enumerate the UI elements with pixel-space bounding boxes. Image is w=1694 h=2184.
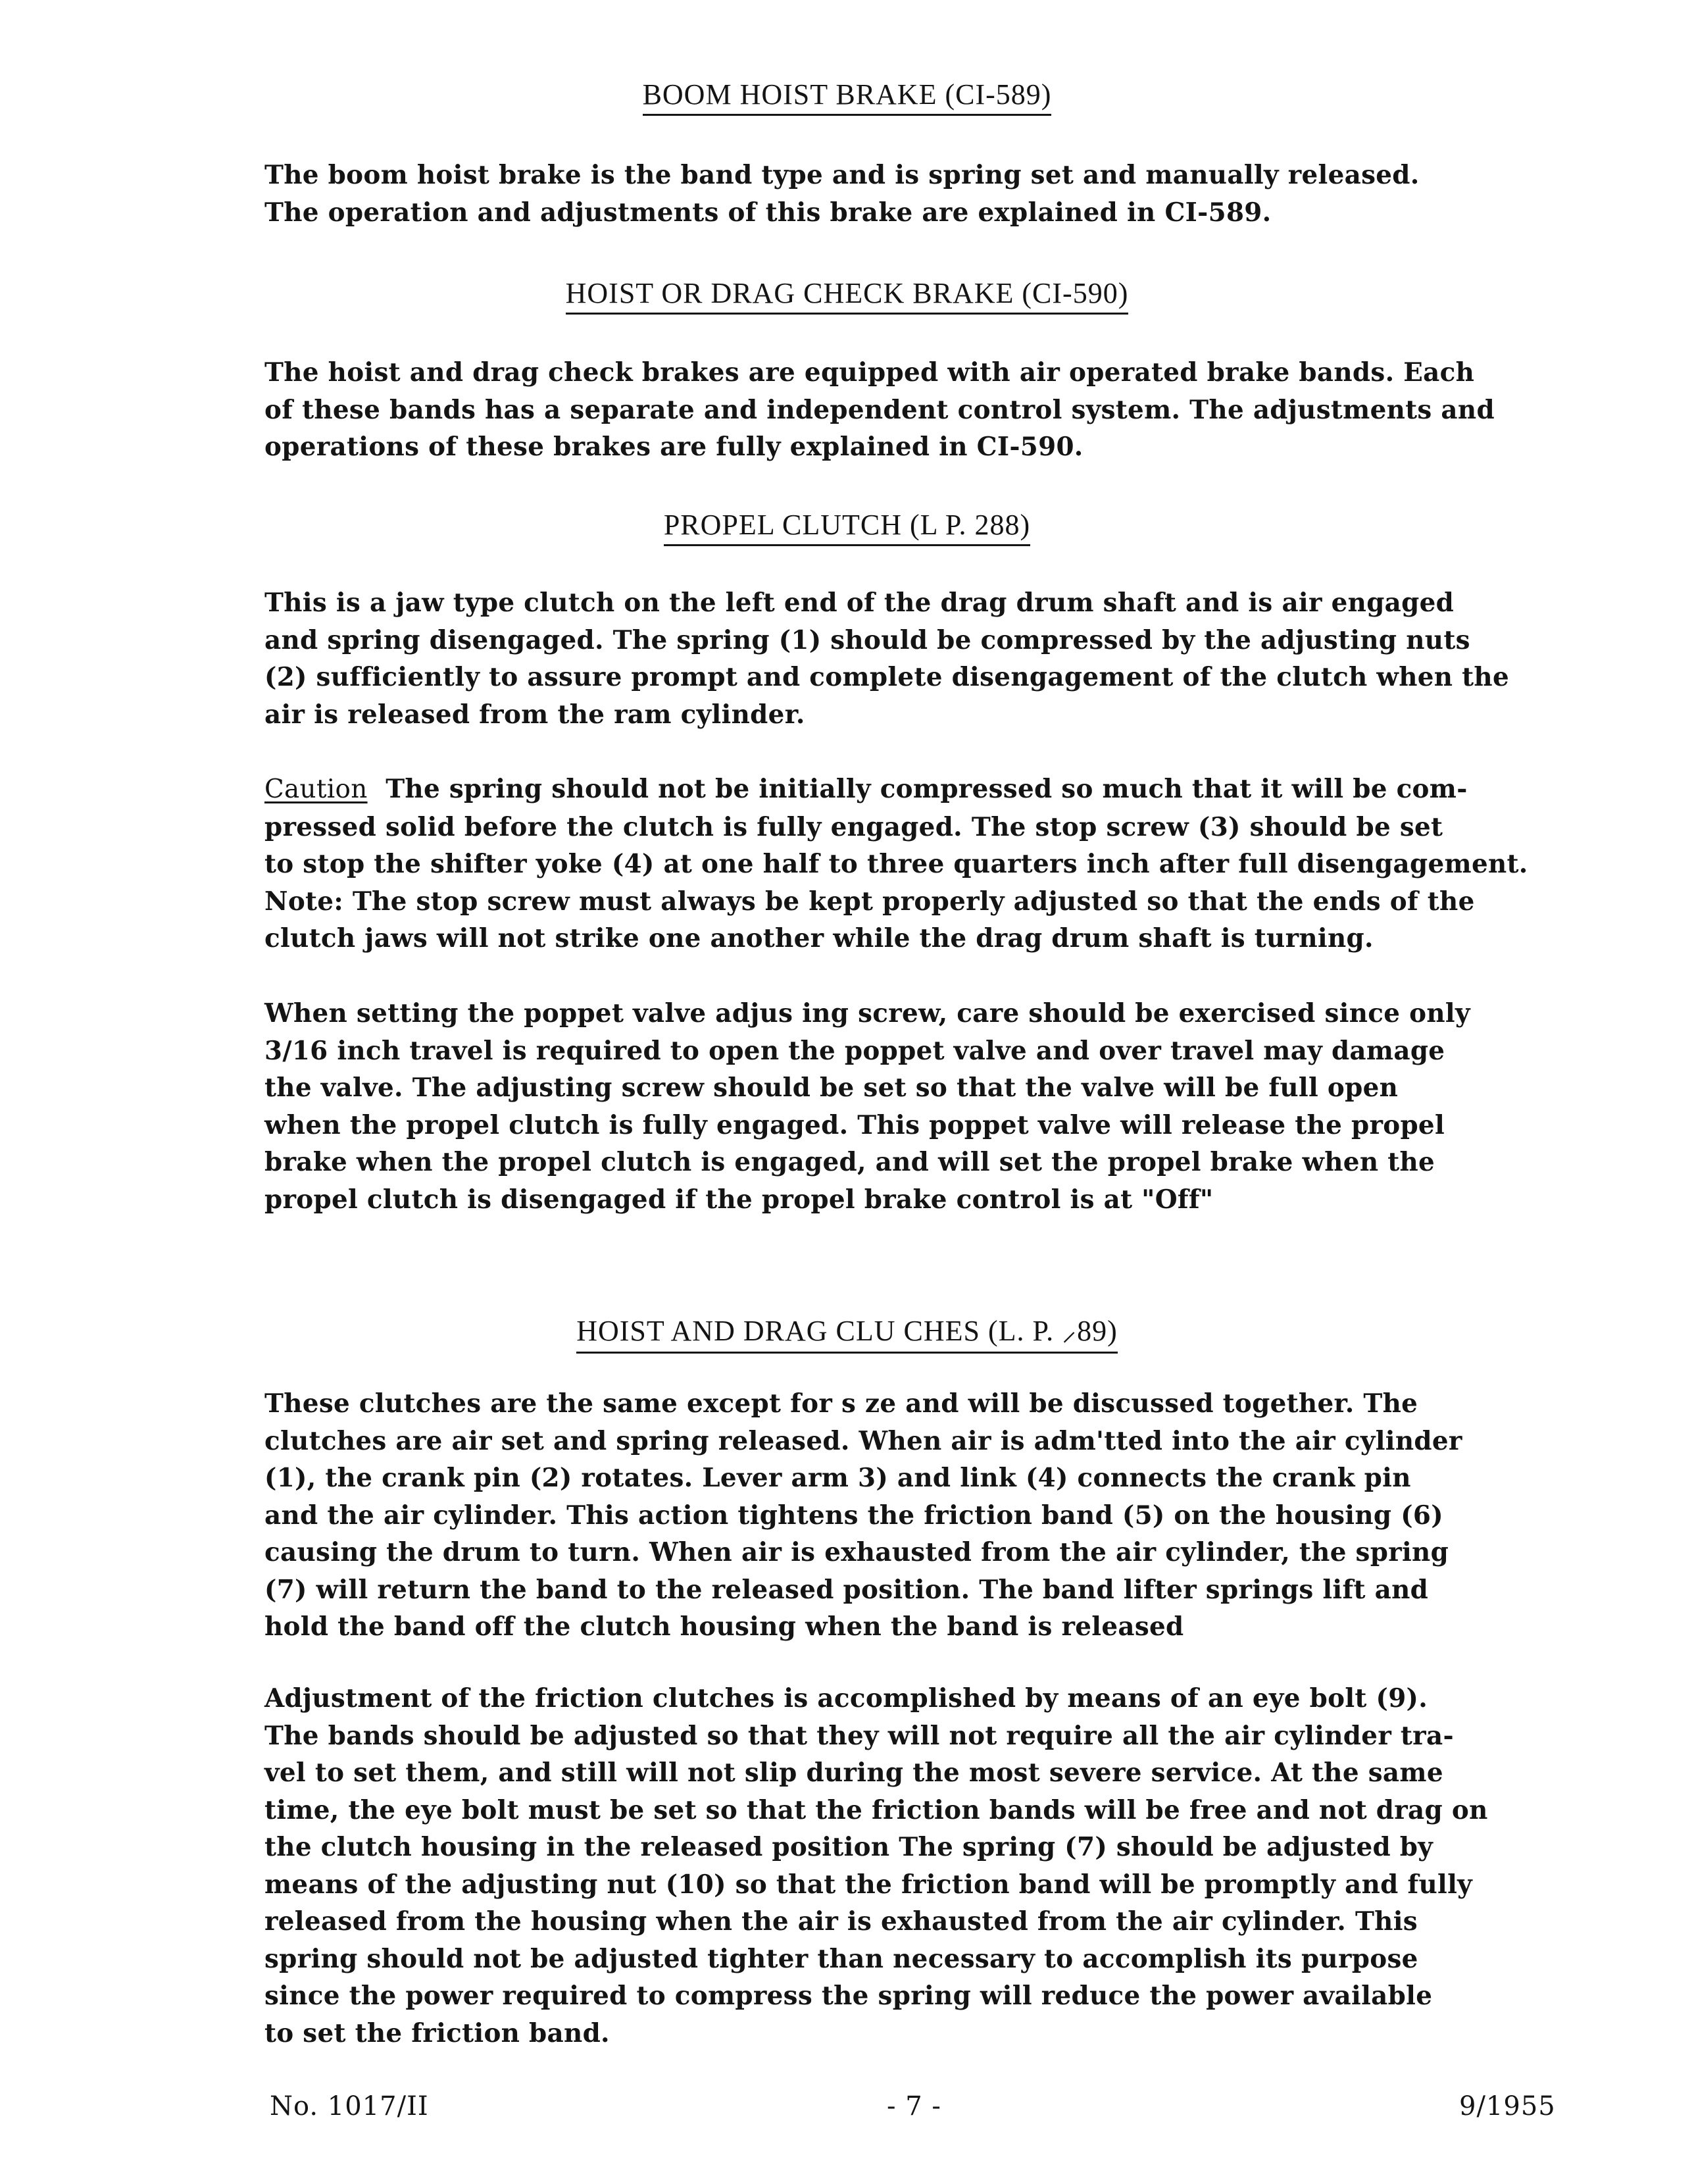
text-line: to stop the shifter yoke (4) at one half to three quarters inch after full disengagement. <box>264 849 1528 879</box>
text-line: brake when the propel clutch is engaged, and will set the propel brake when the <box>264 1147 1435 1177</box>
section-heading-propel-clutch: PROPEL CLUTCH (L P. 288) <box>0 508 1694 546</box>
caution-label: Caution <box>264 775 368 804</box>
text-line: Adjustment of the friction clutches is accomplished by means of an eye bolt (9). <box>264 1683 1428 1714</box>
text-line: (2) sufficiently to assure prompt and complete disengagement of the clutch when the <box>264 662 1510 692</box>
text-line: operations of these brakes are fully explained in CI-590. <box>264 432 1084 462</box>
text-line: 3/16 inch travel is required to open the poppet valve and over travel may damage <box>264 1035 1445 1066</box>
text-line: the clutch housing in the released position The spring (7) should be adjusted by <box>264 1832 1433 1862</box>
footer-date: 9/1955 <box>1459 2091 1556 2121</box>
section-heading-hoist-drag-check-brake: HOIST OR DRAG CHECK BRAKE (CI-590) <box>0 276 1694 315</box>
text-line: and spring disengaged. The spring (1) should be compressed by the adjusting nuts <box>264 624 1470 655</box>
text-line: The boom hoist brake is the band type and is spring set and manually released. <box>264 160 1420 190</box>
text-line: spring should not be adjusted tighter than necessary to accomplish its purpose <box>264 1943 1418 1974</box>
text-line: when the propel clutch is fully engaged. This poppet valve will release the propel <box>264 1109 1445 1140</box>
text-line: pressed solid before the clutch is fully engaged. The stop screw (3) should be set <box>264 811 1443 842</box>
text-line: since the power required to compress the spring will reduce the power available <box>264 1981 1433 2011</box>
text-line: released from the housing when the air is exhausted from the air cylinder. This <box>264 1906 1418 1937</box>
text-line: When setting the poppet valve adjus ing screw, care should be exercised since only <box>264 998 1470 1029</box>
paragraph-poppet-valve <box>264 995 1679 1218</box>
text-line: to set the friction band. <box>264 2018 610 2048</box>
text-line: clutch jaws will not strike one another while the drag drum shaft is turning. <box>264 923 1374 953</box>
text-line: time, the eye bolt must be set so that the friction bands will be free and not drag on <box>264 1794 1488 1825</box>
text-line: the valve. The adjusting screw should be set so that the valve will be full open <box>264 1073 1399 1103</box>
text-line: This is a jaw type clutch on the left end of the drag drum shaft and is air engaged <box>264 588 1455 618</box>
text-line: Note: The stop screw must always be kept properly adjusted so that the ends of the <box>264 886 1475 917</box>
paragraph-hoist-drag-check-brake <box>264 354 1679 466</box>
text-line: (1), the crank pin (2) rotates. Lever arm 3) and link (4) connects the crank pin <box>264 1463 1411 1493</box>
text-line: vel to set them, and still will not slip during the most severe service. At the same <box>264 1758 1443 1788</box>
text-line: air is released from the ram cylinder. <box>264 699 805 730</box>
text-line: and the air cylinder. This action tightens the friction band (5) on the housing (6) <box>264 1500 1443 1531</box>
section-heading-hoist-drag-clutches: HOIST AND DRAG CLU CHES (L. P. ⸝89) <box>0 1309 1694 1354</box>
text-line: These clutches are the same except for s ze and will be discussed together. The <box>264 1388 1418 1419</box>
text-line: clutches are air set and spring released. When air is adm'tted into the air cylinder <box>264 1425 1462 1456</box>
text-line: The bands should be adjusted so that they will not require all the air cylinder tra- <box>264 1720 1454 1751</box>
text-line <box>264 771 1674 809</box>
text-line: The hoist and drag check brakes are equipped with air operated brake bands. Each <box>264 357 1475 388</box>
footer-page-number: - 7 - <box>887 2091 941 2121</box>
text-line: hold the band off the clutch housing when the band is released <box>264 1612 1184 1642</box>
footer-doc-number: No. 1017/II <box>270 2091 429 2121</box>
paragraph-clutches-adjustment <box>264 1680 1679 2052</box>
text-line: causing the drum to turn. When air is exhausted from the air cylinder, the spring <box>264 1537 1449 1567</box>
text-line: of these bands has a separate and independent control system. The adjustments and <box>264 394 1495 425</box>
paragraph-propel-clutch-intro <box>264 584 1679 733</box>
text-line: propel clutch is disengaged if the propel brake control is at "Off" <box>264 1184 1214 1215</box>
text-line: means of the adjusting nut (10) so that the friction band will be promptly and fully <box>264 1869 1473 1900</box>
caution-first-line: The spring should not be initially compressed so much that it will be com- <box>367 774 1468 804</box>
text-line: The operation and adjustments of this brake are explained in CI-589. <box>264 197 1272 228</box>
paragraph-clutches-operation <box>264 1385 1679 1646</box>
section-heading-boom-hoist-brake: BOOM HOIST BRAKE (CI-589) <box>0 78 1694 116</box>
paragraph-boom-hoist-brake <box>264 157 1679 231</box>
text-line: (7) will return the band to the released position. The band lifter springs lift and <box>264 1574 1429 1605</box>
paragraph-propel-clutch-caution <box>264 771 1679 957</box>
